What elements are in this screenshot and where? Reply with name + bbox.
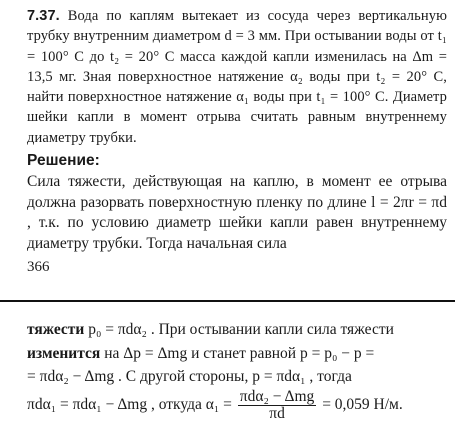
book-page-bottom bbox=[27, 318, 447, 422]
formula-fraction bbox=[238, 389, 317, 422]
continuation-text-1: p₀ = πdα₂ . При остывании капли сила тяжести bbox=[88, 321, 394, 338]
continuation-word-2: изменится bbox=[27, 344, 101, 362]
continuation-line-2 bbox=[27, 342, 447, 366]
continuation-line-1 bbox=[27, 318, 447, 342]
continuation-line-3: = πdα₂ − Δmg . С другой стороны, p = πdα₁ , тогда bbox=[27, 368, 352, 385]
formula-left: πdα₁ = πdα₁ − Δmg , откуда α₁ = bbox=[27, 395, 232, 413]
page-number: 366 bbox=[27, 259, 50, 275]
problem-statement bbox=[27, 6, 447, 148]
solution-title: Решение: bbox=[27, 152, 100, 169]
page-divider bbox=[0, 300, 455, 302]
continuation-text-2: на Δp = Δmg и станет равной p = p₀ − p = bbox=[104, 344, 375, 362]
fraction-denominator: πd bbox=[269, 404, 285, 422]
formula-result: = 0,059 Н/м. bbox=[322, 395, 403, 413]
continuation-word-1: тяжести bbox=[27, 321, 85, 338]
solution-text: Сила тяжести, действующая на каплю, в момент ее отрыва должна разорвать поверхностную пленку по длине l = 2πr = πd , т.к. по условию диаметр шейки капли равен внутреннему диаметру трубки. Тогда начальная сила bbox=[27, 173, 447, 252]
continuation-line-4 bbox=[27, 389, 447, 422]
problem-number: 7.37. bbox=[27, 8, 60, 24]
fraction-numerator: πdα₂ − Δmg bbox=[239, 387, 315, 405]
problem-text: Вода по каплям вытекает из сосуда через вертикальную трубку внутренним диаметром d = 3 мм. При остывании воды от t₁ = 100° С до t₂ = 20° С масса каждой капли изменилась на Δm = 13,5 мг. Зная поверхностное натяжение α₂ воды при t₂ = 20° С, найти поверхностное натяжение α₁ воды при t₁ = 100° С. Диаметр шейки капли в момент отрыва считать равным внутреннему диаметру трубки. bbox=[27, 8, 447, 146]
